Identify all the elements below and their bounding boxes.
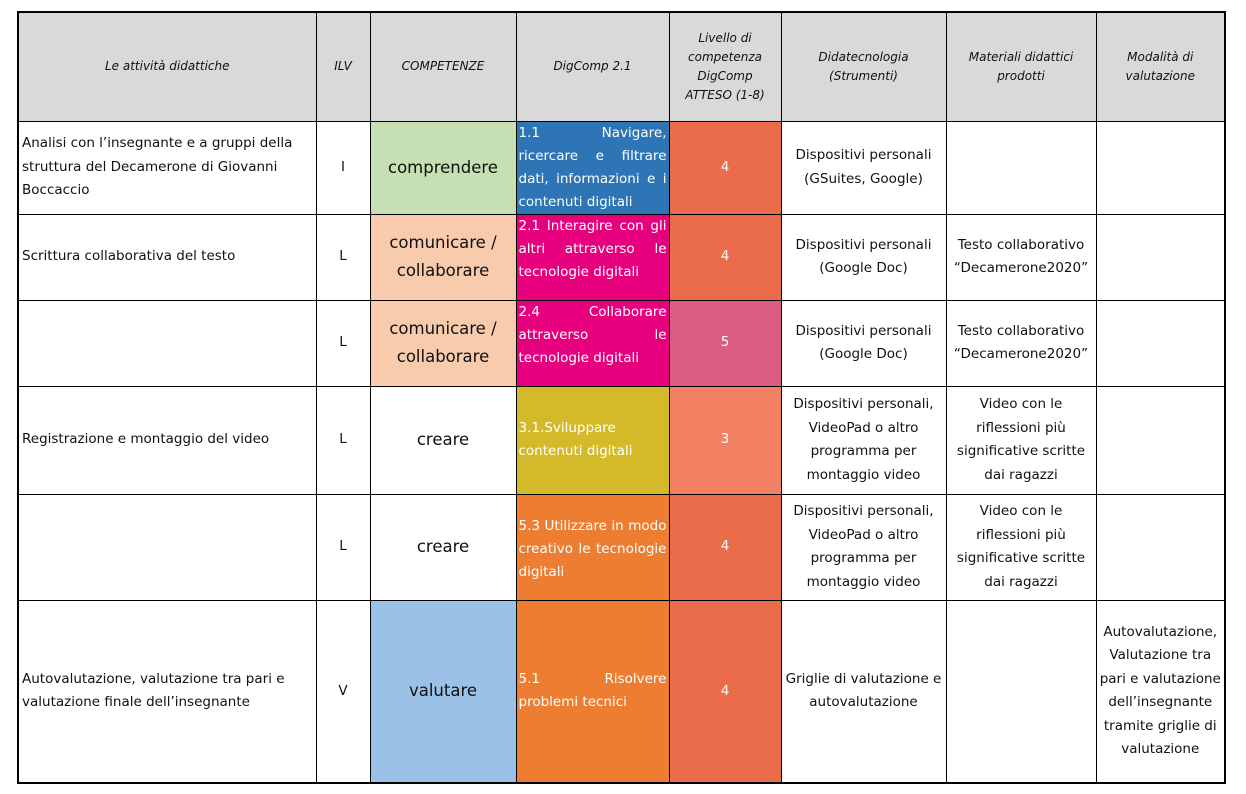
header-digcomp: DigComp 2.1 <box>516 12 669 121</box>
digcomp-text: 3.1.Sviluppare contenuti digitali <box>518 420 633 459</box>
header-materiali: Materiali didattici prodotti <box>946 12 1096 121</box>
digcomp-text: 5.1 Risolvere problemi tecnici <box>518 671 667 711</box>
activity-cell: Autovalutazione, valutazione tra pari e valutazione finale dell’insegnante <box>18 600 316 783</box>
strumenti-cell: Griglie di valutazione e autovalutazione <box>781 600 946 783</box>
modalita-cell <box>1096 386 1225 494</box>
activity-cell <box>18 494 316 600</box>
materiali-cell: Testo collaborativo “Decamerone2020” <box>946 300 1096 386</box>
digcomp-text: 1.1 Navigare, ricercare e filtrare dati, informazioni e i contenuti digitali <box>518 124 667 210</box>
digcomp-cell <box>516 386 669 494</box>
header-competenze: COMPETENZE <box>370 12 516 121</box>
competenza-cell: comprendere <box>370 121 516 214</box>
ilv-cell: L <box>316 300 370 386</box>
header-modalita: Modalità di valutazione <box>1096 12 1225 121</box>
digcomp-cell <box>516 300 669 386</box>
livello-cell: 4 <box>669 121 781 214</box>
strumenti-cell: Dispositivi personali (Google Doc) <box>781 300 946 386</box>
livello-cell: 4 <box>669 494 781 600</box>
materiali-cell <box>946 600 1096 783</box>
materiali-cell <box>946 121 1096 214</box>
ilv-cell: L <box>316 494 370 600</box>
header-livello: Livello di competenza DigComp ATTESO (1-8) <box>669 12 781 121</box>
modalita-cell <box>1096 214 1225 300</box>
competency-table <box>17 11 1226 784</box>
activity-cell <box>18 300 316 386</box>
header-ilv: ILV <box>316 12 370 121</box>
livello-cell: 5 <box>669 300 781 386</box>
strumenti-cell: Dispositivi personali, VideoPad o altro programma per montaggio video <box>781 386 946 494</box>
ilv-cell: L <box>316 214 370 300</box>
modalita-cell <box>1096 121 1225 214</box>
table-row <box>18 600 1225 783</box>
modalita-cell <box>1096 494 1225 600</box>
strumenti-cell: Dispositivi personali (GSuites, Google) <box>781 121 946 214</box>
livello-cell: 4 <box>669 214 781 300</box>
modalita-cell <box>1096 300 1225 386</box>
digcomp-cell <box>516 494 669 600</box>
strumenti-cell: Dispositivi personali, VideoPad o altro programma per montaggio video <box>781 494 946 600</box>
competenza-cell: valutare <box>370 600 516 783</box>
table-row <box>18 121 1225 214</box>
table-row <box>18 214 1225 300</box>
header-didatecnologia: Didatecnologia (Strumenti) <box>781 12 946 121</box>
competenza-cell: comunicare / collaborare <box>370 300 516 386</box>
ilv-cell: L <box>316 386 370 494</box>
ilv-cell: V <box>316 600 370 783</box>
digcomp-text: 2.4 Collaborare attraverso le tecnologie digitali <box>518 303 667 366</box>
digcomp-cell <box>516 121 669 214</box>
activity-cell: Scrittura collaborativa del testo <box>18 214 316 300</box>
ilv-cell: I <box>316 121 370 214</box>
table-row <box>18 386 1225 494</box>
competenza-cell: creare <box>370 494 516 600</box>
digcomp-text: 5.3 Utilizzare in modo creativo le tecnologie digitali <box>518 517 667 580</box>
materiali-cell: Testo collaborativo “Decamerone2020” <box>946 214 1096 300</box>
digcomp-cell <box>516 214 669 300</box>
header-activity: Le attività didattiche <box>18 12 316 121</box>
livello-cell: 4 <box>669 600 781 783</box>
materiali-cell: Video con le riflessioni più significative scritte dai ragazzi <box>946 386 1096 494</box>
activity-cell: Analisi con l’insegnante e a gruppi della struttura del Decamerone di Giovanni Boccaccio <box>18 121 316 214</box>
digcomp-text: 2.1 Interagire con gli altri attraverso le tecnologie digitali <box>518 217 667 280</box>
activity-cell: Registrazione e montaggio del video <box>18 386 316 494</box>
strumenti-cell: Dispositivi personali (Google Doc) <box>781 214 946 300</box>
livello-cell: 3 <box>669 386 781 494</box>
materiali-cell: Video con le riflessioni più significative scritte dai ragazzi <box>946 494 1096 600</box>
table-row <box>18 300 1225 386</box>
digcomp-cell <box>516 600 669 783</box>
modalita-cell: Autovalutazione, Valutazione tra pari e valutazione dell’insegnante tramite griglie di valutazione <box>1096 600 1225 783</box>
table-row <box>18 494 1225 600</box>
header-row <box>18 12 1225 121</box>
competenza-cell: comunicare / collaborare <box>370 214 516 300</box>
competenza-cell: creare <box>370 386 516 494</box>
